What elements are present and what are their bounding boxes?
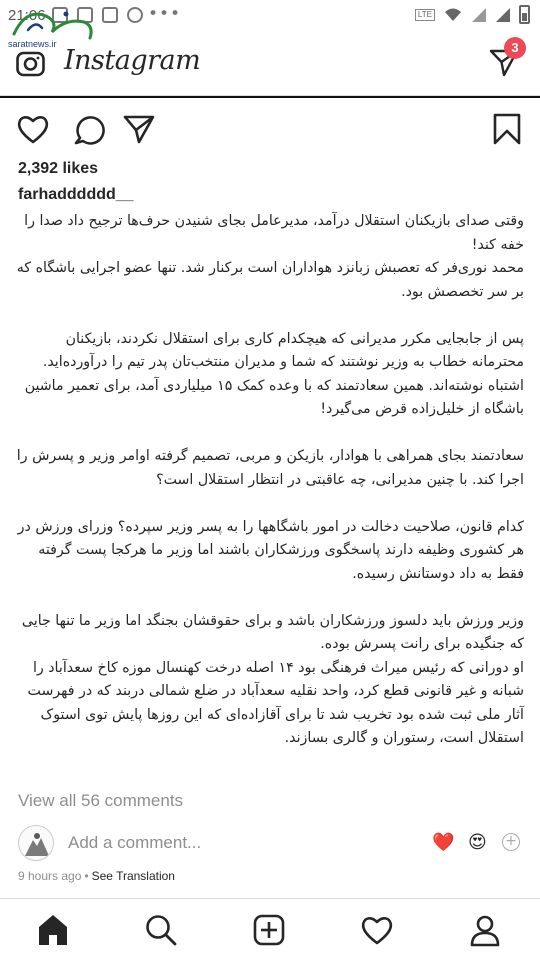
lte-icon: LTE — [415, 9, 435, 21]
see-translation-link[interactable]: See Translation — [91, 869, 175, 883]
search-icon[interactable] — [144, 913, 178, 947]
view-all-comments-link[interactable]: View all 56 comments — [18, 791, 184, 810]
comment-icon[interactable] — [72, 112, 106, 146]
app-header — [0, 32, 540, 96]
caption-line: وقتی صدای بازیکنان استقلال درآمد، مدیرعامل بجای شنیدن حرف‌ها ترجیح داد صدا را خفه کند! — [24, 213, 524, 253]
signal-icon — [471, 7, 487, 23]
caption-line: پس از جابجایی مکرر مدیرانی که هیچکدام کاری برای استقلال نکردند، بازیکنان محترمانه خطاب به وزیر نوشتند که شما و مدیران منتخب‌تان پدر تیم را درآورده‌اید. — [42, 330, 524, 370]
avatar[interactable] — [18, 825, 54, 861]
share-icon[interactable] — [122, 112, 156, 146]
battery-icon — [519, 5, 530, 24]
post-time: 9 hours ago — [18, 869, 82, 883]
instagram-icon — [102, 7, 118, 23]
post-meta — [18, 869, 175, 883]
likes-count[interactable]: 2,392 likes — [18, 160, 99, 177]
instagram-logo: Instagram — [64, 45, 201, 76]
add-emoji-icon[interactable]: + — [502, 833, 520, 851]
more-icon: ••• — [148, 4, 182, 24]
profile-icon[interactable] — [468, 913, 502, 947]
wifi-icon — [443, 7, 463, 23]
bottom-tab-bar — [0, 898, 540, 960]
status-bar — [0, 0, 540, 49]
new-post-icon[interactable] — [252, 913, 286, 947]
bookmark-icon[interactable] — [490, 112, 524, 146]
notification-badge: 3 — [504, 37, 526, 59]
meta-separator: • — [84, 869, 89, 883]
caption-line: کدام قانون، صلاحیت دخالت در امور باشگاهها را به پسر وزیر سپرده؟ وزرای ورزش در هر کشوری وظیفه دارند پاسخگوی ورزشکاران باشند اما وزیر ما هرکجا پست گرفته فقط به داد دوستانش رسیده. — [17, 518, 524, 582]
whatsapp-icon — [127, 7, 143, 23]
signal-icon — [495, 7, 511, 23]
heart-emoji-button[interactable]: ❤️ — [432, 832, 455, 853]
heart-icon[interactable] — [16, 112, 50, 146]
add-comment-row — [0, 825, 540, 863]
camera-icon[interactable] — [16, 51, 45, 77]
watermark-url: saratnews.ir — [8, 39, 57, 49]
home-icon[interactable] — [36, 913, 70, 947]
post-username[interactable]: farhadddddd__ — [18, 186, 134, 203]
post-actions — [0, 112, 540, 148]
post-caption — [14, 210, 524, 751]
add-comment-input[interactable]: Add a comment... — [68, 833, 202, 852]
caption-line: وزیر ورزش باید دلسوز ورزشکاران باشد و برای حقوقشان بجنگد اما وزیر ما تنها جایی که جنگیده برای رانت پسرش بوده. — [21, 612, 524, 652]
caption-line: سعادتمند بجای همراهی با هوادار، بازیکن و مربی، تصمیم گرفته اوامر وزیر و پسرش را اجرا کند. با چنین مدیرانی، چه عاقبتی در انتظار استقلال است؟ — [16, 448, 524, 488]
heart-eyes-emoji-button[interactable]: 😍 — [468, 832, 487, 853]
caption-line: محمد نوری‌فر که تعصبش زبانزد هواداران است برکنار شد. تنها عضو اجرایی باشگاه که بر سر تخصصش بود. — [16, 260, 524, 300]
status-time: 21:06 — [8, 7, 46, 24]
caption-line: اشتباه نوشته‌اند. همین سعادتمند که با وعده کمک ۱۵ میلیاردی آمد، برای تعمیر ماشین باشگاه از خلیل‌زاده قرض می‌گیرد! — [24, 377, 524, 417]
caption-line: او دورانی که رئیس میراث فرهنگی بود ۱۴ اصله درخت کهنسال موزه کاخ سعدآباد را شبانه و غیر قانونی قطع کرد، واحد نقلیه سعدآباد در ضلع شمالی دربند که در فهرست آثار ملی ثبت شده بود تخریب شد تا برای آقازاده‌ای که این روزها پایش توی استوک استقلال است، رستوران و گالری بسازند. — [27, 659, 524, 746]
activity-icon[interactable] — [360, 913, 394, 947]
status-system-icons — [415, 5, 530, 24]
